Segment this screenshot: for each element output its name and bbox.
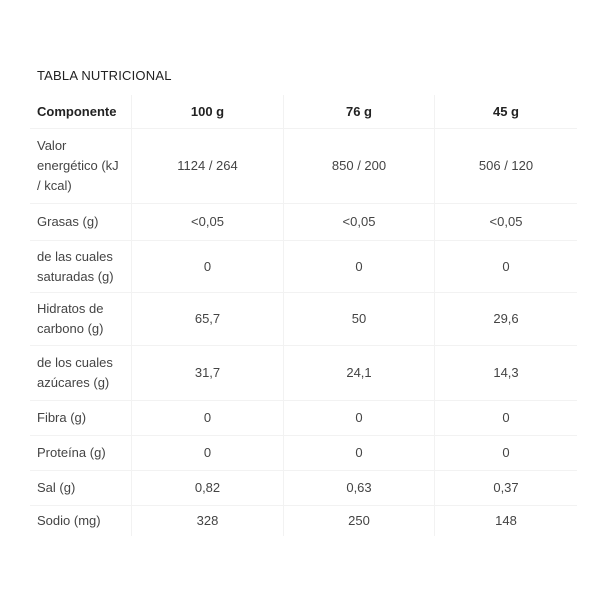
cell-label: Hidratos de carbono (g) [30,293,132,346]
cell-value: 0 [284,436,435,471]
cell-value: 0 [132,401,284,436]
cell-label: Proteína (g) [30,436,132,471]
cell-value: 14,3 [435,346,578,401]
cell-value: 1124 / 264 [132,129,284,204]
cell-value: 50 [284,293,435,346]
cell-value: 850 / 200 [284,129,435,204]
cell-value: 0,37 [435,471,578,506]
cell-value: 0 [284,241,435,293]
header-76g: 76 g [284,95,435,129]
table-row [30,506,577,536]
table-row [30,129,577,204]
cell-value: 148 [435,506,578,536]
table-title: TABLA NUTRICIONAL [37,68,172,83]
cell-value: 0 [132,241,284,293]
cell-value: 0 [284,401,435,436]
cell-value: 0,63 [284,471,435,506]
cell-value: <0,05 [435,204,578,241]
table-row [30,401,577,436]
cell-value: 0 [435,241,578,293]
cell-value: 250 [284,506,435,536]
cell-value: 65,7 [132,293,284,346]
header-component: Componente [30,95,132,129]
cell-value: <0,05 [132,204,284,241]
header-45g: 45 g [435,95,578,129]
cell-value: 29,6 [435,293,578,346]
cell-label: Sodio (mg) [30,506,132,536]
cell-value: 328 [132,506,284,536]
cell-value: 0 [435,436,578,471]
header-100g: 100 g [132,95,284,129]
cell-value: 24,1 [284,346,435,401]
cell-label: Sal (g) [30,471,132,506]
nutrition-table [30,95,577,536]
cell-value: 506 / 120 [435,129,578,204]
table-header-row [30,95,577,129]
cell-value: 31,7 [132,346,284,401]
cell-label: Valor energético (kJ / kcal) [30,129,132,204]
table-row [30,436,577,471]
table-row [30,293,577,346]
cell-label: de las cuales saturadas (g) [30,241,132,293]
cell-value: 0,82 [132,471,284,506]
cell-label: Grasas (g) [30,204,132,241]
cell-label: de los cuales azúcares (g) [30,346,132,401]
table-row [30,471,577,506]
cell-label: Fibra (g) [30,401,132,436]
table-row [30,346,577,401]
cell-value: 0 [435,401,578,436]
cell-value: 0 [132,436,284,471]
cell-value: <0,05 [284,204,435,241]
table-row [30,241,577,293]
table-row [30,204,577,241]
